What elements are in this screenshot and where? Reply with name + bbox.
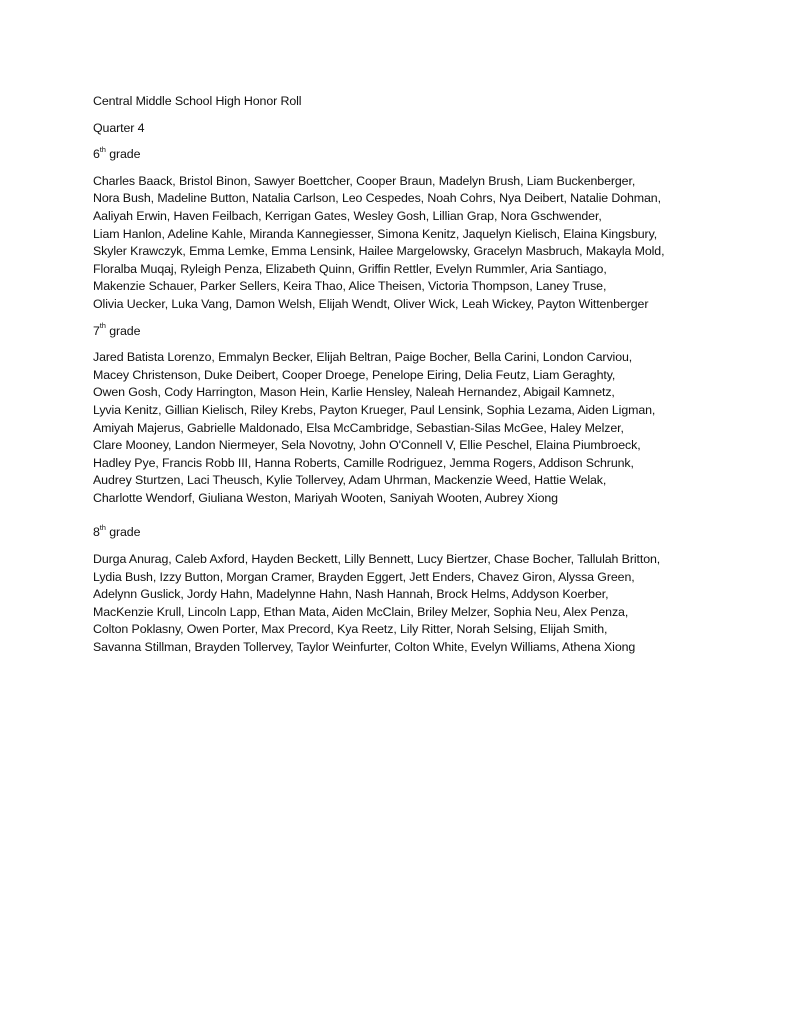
names-line: Audrey Sturtzen, Laci Theusch, Kylie Tollervey, Adam Uhrman, Mackenzie Weed, Hattie Welak, — [93, 473, 607, 488]
grade-number: 8 — [93, 525, 100, 540]
quarter-label: Quarter 4 — [93, 120, 145, 135]
grade-number: 7 — [93, 323, 100, 338]
names-line: Lyvia Kenitz, Gillian Kielisch, Riley Krebs, Payton Krueger, Paul Lensink, Sophia Lezama, Aiden Ligman, — [93, 402, 656, 417]
names-line: Liam Hanlon, Adeline Kahle, Miranda Kannegiesser, Simona Kenitz, Jaquelyn Kielisch, Elaina Kingsbury, — [93, 226, 658, 241]
names-line: Charlotte Wendorf, Giuliana Weston, Mariyah Wooten, Saniyah Wooten, Aubrey Xiong — [93, 490, 558, 505]
names-line: Macey Christenson, Duke Deibert, Cooper Droege, Penelope Eiring, Delia Feutz, Liam Geraghty, — [93, 367, 616, 382]
grade-word: grade — [105, 323, 141, 338]
grade-number: 6 — [93, 147, 100, 162]
grade-word: grade — [105, 147, 141, 162]
names-line: Clare Mooney, Landon Niermeyer, Sela Novotny, John O'Connell V, Ellie Peschel, Elaina Piumbroeck, — [93, 438, 641, 453]
names-line: Savanna Stillman, Brayden Tollervey, Taylor Weinfurter, Colton White, Evelyn Williams, Athena Xiong — [93, 640, 636, 655]
names-list-7 — [93, 349, 733, 507]
grade-word: grade — [105, 525, 141, 540]
names-line: Lydia Bush, Izzy Button, Morgan Cramer, Brayden Eggert, Jett Enders, Chavez Giron, Alyssa Green, — [93, 569, 635, 584]
document-page — [93, 93, 733, 666]
names-line: Colton Poklasny, Owen Porter, Max Precord, Kya Reetz, Lily Ritter, Norah Selsing, Elijah Smith, — [93, 622, 608, 637]
grade-heading-8 — [93, 524, 733, 542]
names-line: Charles Baack, Bristol Binon, Sawyer Boettcher, Cooper Braun, Madelyn Brush, Liam Buckenberger, — [93, 173, 636, 188]
names-line: MacKenzie Krull, Lincoln Lapp, Ethan Mata, Aiden McClain, Briley Melzer, Sophia Neu, Alex Penza, — [93, 604, 629, 619]
names-line: Adelynn Guslick, Jordy Hahn, Madelynne Hahn, Nash Hannah, Brock Helms, Addyson Koerber, — [93, 587, 609, 602]
grade-heading-7 — [93, 323, 733, 341]
names-line: Aaliyah Erwin, Haven Feilbach, Kerrigan Gates, Wesley Gosh, Lillian Grap, Nora Gschwender, — [93, 208, 602, 223]
grade-suffix: th — [99, 145, 106, 155]
names-line: Owen Gosh, Cody Harrington, Mason Hein, Karlie Hensley, Naleah Hernandez, Abigail Kamnetz, — [93, 385, 615, 400]
names-line: Durga Anurag, Caleb Axford, Hayden Beckett, Lilly Bennett, Lucy Biertzer, Chase Bocher, Tallulah Britton, — [93, 552, 661, 567]
names-line: Hadley Pye, Francis Robb III, Hanna Roberts, Camille Rodriguez, Jemma Rogers, Addison Schrunk, — [93, 455, 634, 470]
grade-suffix: th — [99, 321, 106, 331]
grade-heading-6 — [93, 146, 733, 164]
document-title: Central Middle School High Honor Roll — [93, 94, 302, 108]
names-line: Floralba Muqaj, Ryleigh Penza, Elizabeth Quinn, Griffin Rettler, Evelyn Rummler, Aria Santiago, — [93, 261, 607, 276]
names-line: Nora Bush, Madeline Button, Natalia Carlson, Leo Cespedes, Noah Cohrs, Nya Deibert, Natalie Dohman, — [93, 191, 661, 206]
names-line: Amiyah Majerus, Gabrielle Maldonado, Elsa McCambridge, Sebastian-Silas McGee, Haley Melzer, — [93, 420, 624, 435]
names-line: Jared Batista Lorenzo, Emmalyn Becker, Elijah Beltran, Paige Bocher, Bella Carini, London Carviou, — [93, 350, 633, 365]
grade-suffix: th — [99, 523, 106, 533]
names-list-6 — [93, 173, 733, 314]
names-line: Skyler Krawczyk, Emma Lemke, Emma Lensink, Hailee Margelowsky, Gracelyn Masbruch, Makayla Mold, — [93, 244, 665, 259]
names-line: Makenzie Schauer, Parker Sellers, Keira Thao, Alice Theisen, Victoria Thompson, Laney Truse, — [93, 279, 607, 294]
names-list-8 — [93, 551, 733, 657]
names-line: Olivia Uecker, Luka Vang, Damon Welsh, Elijah Wendt, Oliver Wick, Leah Wickey, Payton Wittenberger — [93, 296, 649, 311]
